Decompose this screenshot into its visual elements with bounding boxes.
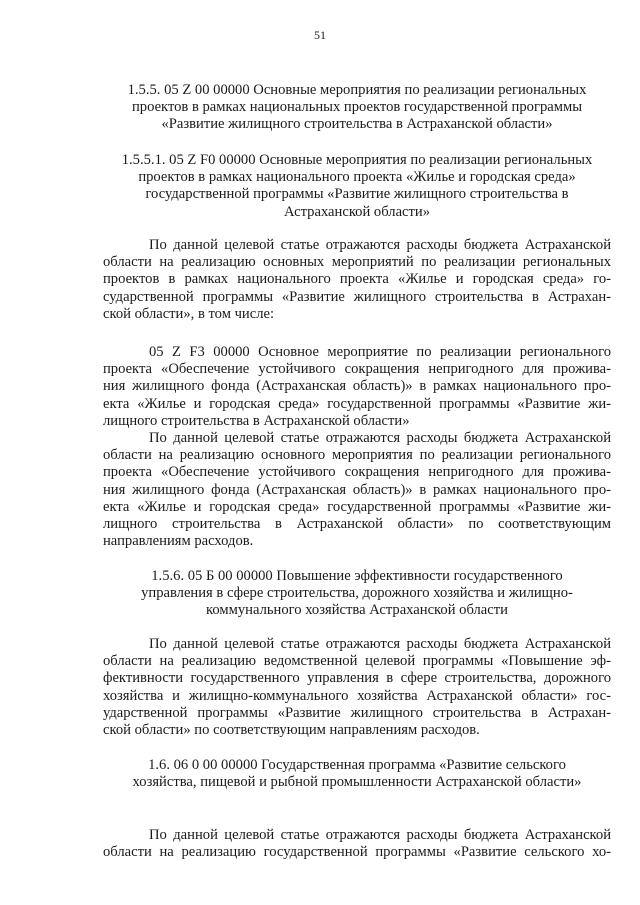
section-heading-1-6 [103,757,611,791]
section-heading-1-5-5 [103,82,611,134]
paragraph-4 [103,636,611,739]
paragraph-1 [103,237,611,323]
paragraph-line: ской области» по соответствующим направлениям расходов. [103,722,480,739]
paragraph-line: По данной целевой статье отражаются расходы бюджета Астраханской [149,827,611,843]
section-heading-1-5-6 [103,568,611,620]
heading-line: 1.5.5. 05 Z 00 00000 Основные мероприятия по реализации региональных [127,82,587,98]
paragraph-line: направлениям расходов. [103,533,254,550]
paragraph-line: проектов в рамках национального проекта «Жилье и городская среда» го- [103,271,611,288]
paragraph-line: сударственной программы «Развитие жилищного строительства в Астрахан- [103,288,611,305]
heading-line: проектов в рамках национальных проектов государственной программы [131,99,582,116]
heading-line: 1.5.6. 05 Б 00 00000 Повышение эффективности государственного [151,568,563,584]
section-heading-1-5-5-1 [103,152,611,221]
paragraph-line: проекта «Обеспечение устойчивого сокращения непригодного для прожива- [103,464,611,481]
paragraph-line: По данной целевой статье отражаются расходы бюджета Астраханской [149,237,611,253]
heading-line: управления в сфере строительства, дорожного хозяйства и жилищно- [141,585,573,602]
paragraph-line: екта «Жилье и городская среда» государственной программы «Развитие жи- [103,395,611,412]
paragraph-line: лищного строительства в Астраханской области» [103,412,410,429]
paragraph-line: ударственной программы «Развитие жилищного строительства в Астрахан- [103,704,611,721]
paragraph-2 [103,344,611,430]
paragraph-line: По данной целевой статье отражаются расходы бюджета Астраханской [149,636,611,652]
paragraph-3 [103,430,611,550]
paragraph-line: ния жилищного фонда (Астраханская область)» в рамках национального про- [103,481,611,498]
paragraph-line: фективности государственного управления в сфере строительства, дорожного [103,670,611,687]
paragraph-line: области на реализацию основного мероприятия по реализации регионального [103,447,611,464]
heading-line: 1.6. 06 0 00 00000 Государственная программа «Развитие сельского [148,757,566,773]
heading-line: Астраханской области» [283,203,431,220]
paragraph-line: области на реализацию ведомственной целевой программы «Повышение эф- [103,653,611,670]
paragraph-line: области на реализацию государственной программы «Развитие сельского хо- [103,844,611,861]
paragraph-line: проекта «Обеспечение устойчивого сокращения непригодного для прожива- [103,361,611,378]
paragraph-line: ния жилищного фонда (Астраханская область)» в рамках национального про- [103,378,611,395]
heading-line: 1.5.5.1. 05 Z F0 00000 Основные мероприятия по реализации региональных [121,152,593,168]
paragraph-line: 05 Z F3 00000 Основное мероприятие по реализации регионального [149,344,611,360]
heading-line: проектов в рамках национального проекта «Жилье и городская среда» [138,169,576,186]
page-number: 51 [314,28,326,42]
heading-line: «Развитие жилищного строительства в Астраханской области» [161,116,553,133]
paragraph-line: екта «Жилье и городская среда» государственной программы «Развитие жи- [103,498,611,515]
heading-line: коммунального хозяйства Астраханской области [206,602,508,619]
heading-line: государственной программы «Развитие жилищного строительства в [145,186,569,203]
paragraph-5 [103,827,611,861]
paragraph-line: По данной целевой статье отражаются расходы бюджета Астраханской [149,430,611,446]
paragraph-line: области на реализацию основных мероприятий по реализации региональных [103,254,611,271]
heading-line: хозяйства, пищевой и рыбной промышленности Астраханской области» [132,774,582,791]
paragraph-line: хозяйства и жилищно-коммунального хозяйства Астраханской области» гос- [103,687,611,704]
paragraph-line: ской области», в том числе: [103,305,275,322]
paragraph-line: лищного строительства в Астраханской области» по соответствующим [103,516,611,533]
